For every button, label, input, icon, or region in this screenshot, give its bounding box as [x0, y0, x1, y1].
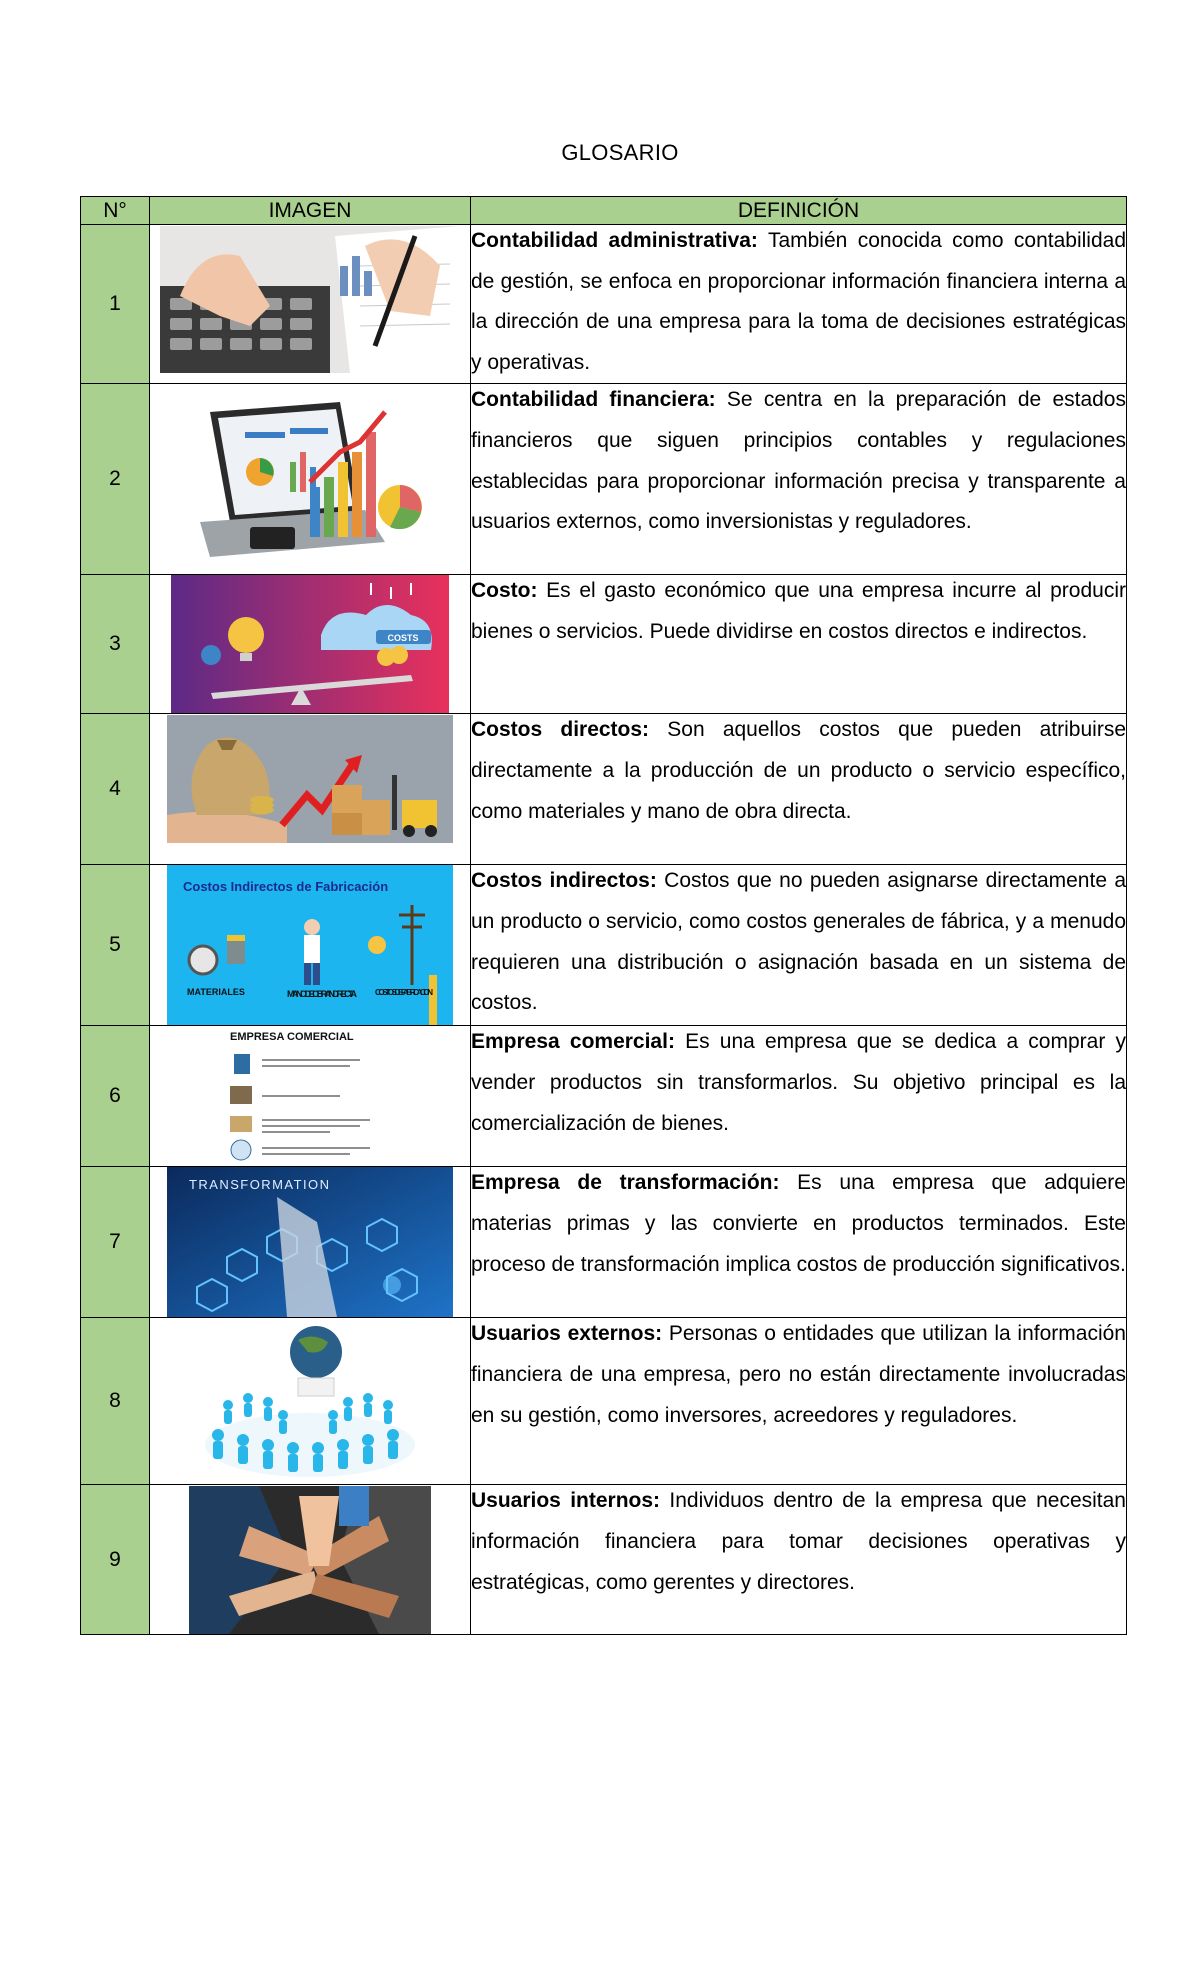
term: Costos indirectos: [471, 869, 657, 893]
definition-cell [471, 1318, 1127, 1485]
definition-text: Es una empresa que se dedica a comprar y vender productos sin transformarlos. Su objetivo principal es la comercialización de bienes. [471, 1030, 1126, 1135]
table-row [81, 384, 1127, 575]
money-bag-forklift-image [167, 715, 453, 843]
term: Contabilidad administrativa: [471, 229, 758, 252]
definition-cell [471, 225, 1127, 384]
table-row [81, 225, 1127, 384]
definition-text: Se centra en la preparación de estados financieros que siguen principios contables y regulaciones establecidas para proporcionar información precisa y transparente a usuarios externos, como inversionistas y reguladores. [471, 388, 1126, 534]
image-cell [150, 1026, 471, 1167]
definition-text: Personas o entidades que utilizan la información financiera de una empresa, pero no están directamente involucradas en su gestión, como inversores, acreedores y reguladores. [471, 1322, 1126, 1427]
infographic-title: EMPRESA COMERCIAL [230, 1031, 354, 1044]
term: Costos directos: [471, 718, 650, 742]
table-row [81, 1167, 1127, 1318]
term: Empresa de transformación: [471, 1171, 780, 1195]
header-num: N° [81, 197, 150, 225]
definition-text: Individuos dentro de la empresa que necesitan información financiera para tomar decisiones operativas y estratégicas, como gerentes y directores. [471, 1489, 1126, 1594]
definition-cell [471, 1167, 1127, 1318]
costs-label: COSTS [387, 633, 419, 644]
definition-cell [471, 1026, 1127, 1167]
definition-text: Es el gasto económico que una empresa incurre al producir bienes o servicios. Puede dividirse en costos directos e indirectos. [471, 579, 1126, 643]
row-number: 2 [81, 384, 150, 575]
table-row [81, 1318, 1127, 1485]
label-materiales: MATERIALES [187, 987, 245, 998]
accounting-calculator-image [160, 226, 460, 373]
commercial-company-infographic [210, 1026, 410, 1166]
infographic-title: Costos Indirectos de Fabricación [183, 879, 389, 895]
document-title: GLOSARIO [561, 140, 679, 165]
image-cell [150, 714, 471, 865]
row-number: 6 [81, 1026, 150, 1167]
definition-cell [471, 384, 1127, 575]
table-row [81, 865, 1127, 1026]
image-cell [150, 865, 471, 1026]
image-cell [150, 225, 471, 384]
table-row [81, 1026, 1127, 1167]
row-number: 8 [81, 1318, 150, 1485]
definition-cell [471, 1485, 1127, 1635]
definition-text: También conocida como contabilidad de gestión, se enfoca en proporcionar información financiera interna a la dirección de una empresa para la toma de decisiones estratégicas y operativas. [471, 229, 1126, 374]
image-cell [150, 1167, 471, 1318]
term: Empresa comercial: [471, 1030, 675, 1054]
definition-text: Son aquellos costos que pueden atribuirse directamente a la producción de un producto o servicio específico, como materiales y mano de obra directa. [471, 718, 1126, 823]
term: Usuarios internos: [471, 1489, 661, 1513]
image-cell [150, 1485, 471, 1635]
row-number: 1 [81, 225, 150, 384]
term: Costo: [471, 579, 538, 603]
row-number: 9 [81, 1485, 150, 1635]
table-row [81, 1485, 1127, 1635]
row-number: 3 [81, 575, 150, 714]
definition-cell [471, 575, 1127, 714]
laptop-charts-image [190, 392, 430, 567]
definition-text: Costos que no pueden asignarse directamente a un producto o servicio, como costos generales de fábrica, y a menudo requieren una distribución o asignación basada en un sistema de costos. [471, 869, 1126, 1015]
table-row [81, 575, 1127, 714]
header-definition: DEFINICIÓN [471, 197, 1127, 225]
definition-cell [471, 865, 1127, 1026]
definition-text: Es una empresa que adquiere materias primas y las convierte en productos terminados. Este proceso de transformación implica costos de producción significativos. [471, 1171, 1126, 1276]
glossary-table [80, 196, 1127, 1635]
label-mano-de-obra: MANO DE OBRA INDIRECTA [287, 989, 357, 1000]
row-number: 7 [81, 1167, 150, 1318]
transformation-label: TRANSFORMATION [189, 1177, 329, 1193]
indirect-costs-infographic [167, 865, 453, 1025]
image-cell [150, 1318, 471, 1485]
row-number: 4 [81, 714, 150, 865]
image-cell [150, 384, 471, 575]
term: Usuarios externos: [471, 1322, 663, 1346]
row-number: 5 [81, 865, 150, 1026]
header-image: IMAGEN [150, 197, 471, 225]
image-cell [150, 575, 471, 714]
costs-balance-image [171, 575, 449, 713]
people-globe-image [198, 1320, 422, 1484]
table-row [81, 714, 1127, 865]
stacked-hands-image [189, 1486, 431, 1634]
transformation-tech-image [167, 1167, 453, 1317]
label-costos-fabricacion: COSTOS DE FABRICACION [375, 988, 433, 998]
term: Contabilidad financiera: [471, 388, 716, 412]
definition-cell [471, 714, 1127, 865]
